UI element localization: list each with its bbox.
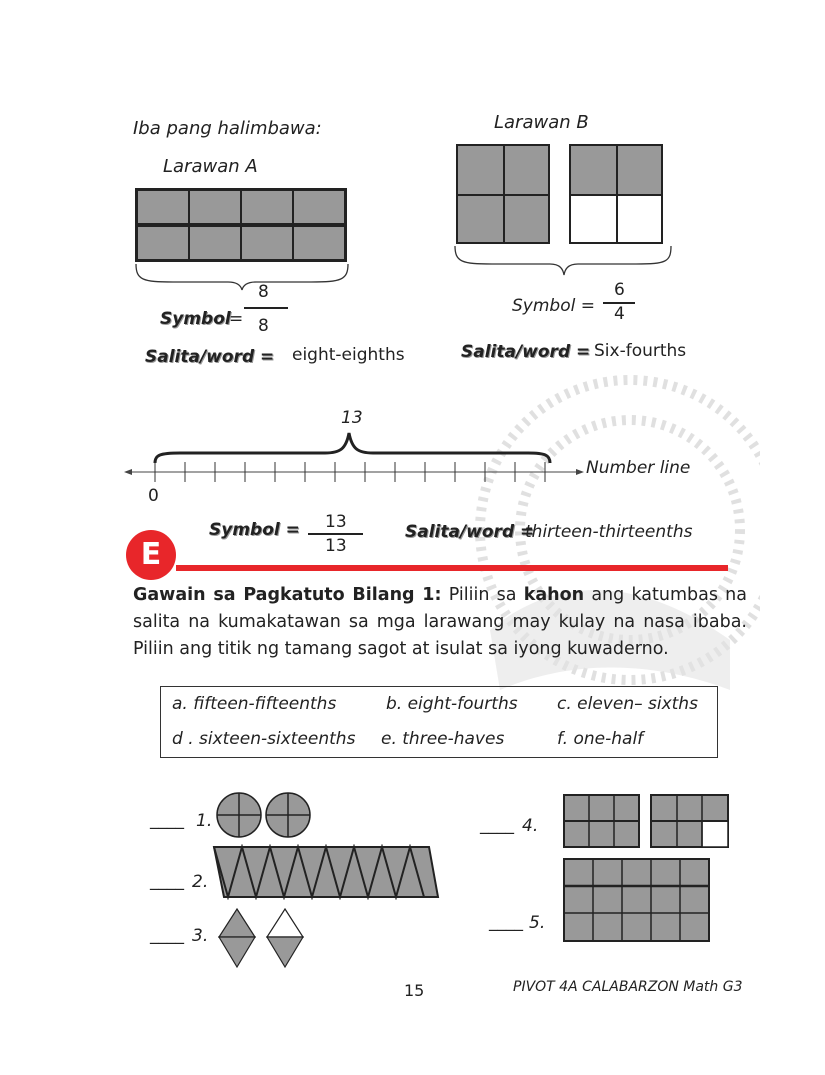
- a-numerator: 8: [258, 282, 269, 302]
- b-numerator: 6: [614, 280, 625, 300]
- number-line-caption: Number line: [586, 458, 691, 478]
- page-number: 15: [404, 981, 425, 1000]
- activity-text-2: ang katumbas na salita na kumakatawan sa mga larawang may kulay na nasa ibaba. Piliin ang titik ng tamang sagot at isulat sa iyong kuwaderno.: [133, 585, 747, 659]
- number-line-zero: 0: [148, 486, 159, 506]
- activity-title: Gawain sa Pagkatuto Bilang 1:: [133, 585, 442, 605]
- nl-denominator: 13: [325, 536, 347, 556]
- item-5-number: 5.: [529, 913, 546, 933]
- item-2-number: 2.: [192, 872, 209, 892]
- activity-text-1: Piliin sa: [441, 585, 524, 605]
- item-4-number: 4.: [522, 816, 539, 836]
- b-word-value: Six-fourths: [594, 341, 687, 361]
- item-2-blank: ____: [150, 871, 184, 891]
- b-word-label: Salita/word =: [461, 342, 591, 362]
- larawan-b-square-2: [569, 144, 663, 244]
- a-word-value: eight-eighths: [292, 345, 405, 365]
- item-2-triangles: [212, 844, 442, 900]
- item-3-diamonds: [217, 907, 307, 971]
- activity-paragraph: [133, 582, 747, 663]
- item-3-blank: ____: [150, 925, 184, 945]
- nl-word-label: Salita/word =: [405, 522, 535, 542]
- item-1-number: 1.: [196, 811, 213, 831]
- larawan-b-label: Larawan B: [494, 112, 589, 133]
- a-fraction-bar: [244, 307, 288, 309]
- a-symbol-equals: =: [229, 309, 244, 329]
- item-1-blank: ____: [150, 810, 184, 830]
- activity-kahon: kahon: [523, 585, 585, 605]
- nl-fraction-bar: [308, 533, 363, 535]
- a-word-label: Salita/word =: [145, 347, 275, 367]
- choice-c: c. eleven– sixths: [557, 694, 698, 714]
- larawan-a-label: Larawan A: [163, 156, 258, 177]
- choice-e: e. three-haves: [381, 729, 505, 749]
- larawan-a-brace: [133, 262, 351, 292]
- b-symbol-label: Symbol =: [512, 296, 595, 316]
- larawan-b-brace: [452, 244, 674, 278]
- larawan-a-grid: [135, 188, 347, 262]
- item-4-blank: ____: [480, 815, 514, 835]
- section-letter: E: [140, 537, 162, 572]
- nl-word-value: thirteen-thirteenths: [525, 522, 693, 542]
- item-5-blank: ____: [489, 912, 523, 932]
- choice-f: f. one-half: [557, 729, 644, 749]
- item-1-circles: [215, 791, 315, 841]
- section-e-badge: [126, 530, 176, 580]
- choice-d: d . sixteen-sixteenths: [172, 729, 356, 749]
- b-denominator: 4: [614, 304, 625, 324]
- a-denominator: 8: [258, 316, 269, 336]
- item-4-grids: [562, 793, 732, 849]
- intro-text: Iba pang halimbawa:: [133, 118, 322, 139]
- larawan-b-square-1: [456, 144, 550, 244]
- footer-source: PIVOT 4A CALABARZON Math G3: [513, 979, 743, 995]
- choice-a: a. fifteen-fifteenths: [172, 694, 337, 714]
- nl-numerator: 13: [325, 512, 347, 532]
- choice-b: b. eight-fourths: [386, 694, 518, 714]
- a-symbol-label: Symbol: [160, 309, 231, 329]
- number-line-brace-label: 13: [341, 408, 363, 428]
- item-3-number: 3.: [192, 926, 209, 946]
- nl-symbol-label: Symbol =: [209, 520, 300, 540]
- section-divider: [176, 565, 728, 571]
- number-line: [120, 425, 590, 495]
- item-5-grid: [562, 857, 712, 943]
